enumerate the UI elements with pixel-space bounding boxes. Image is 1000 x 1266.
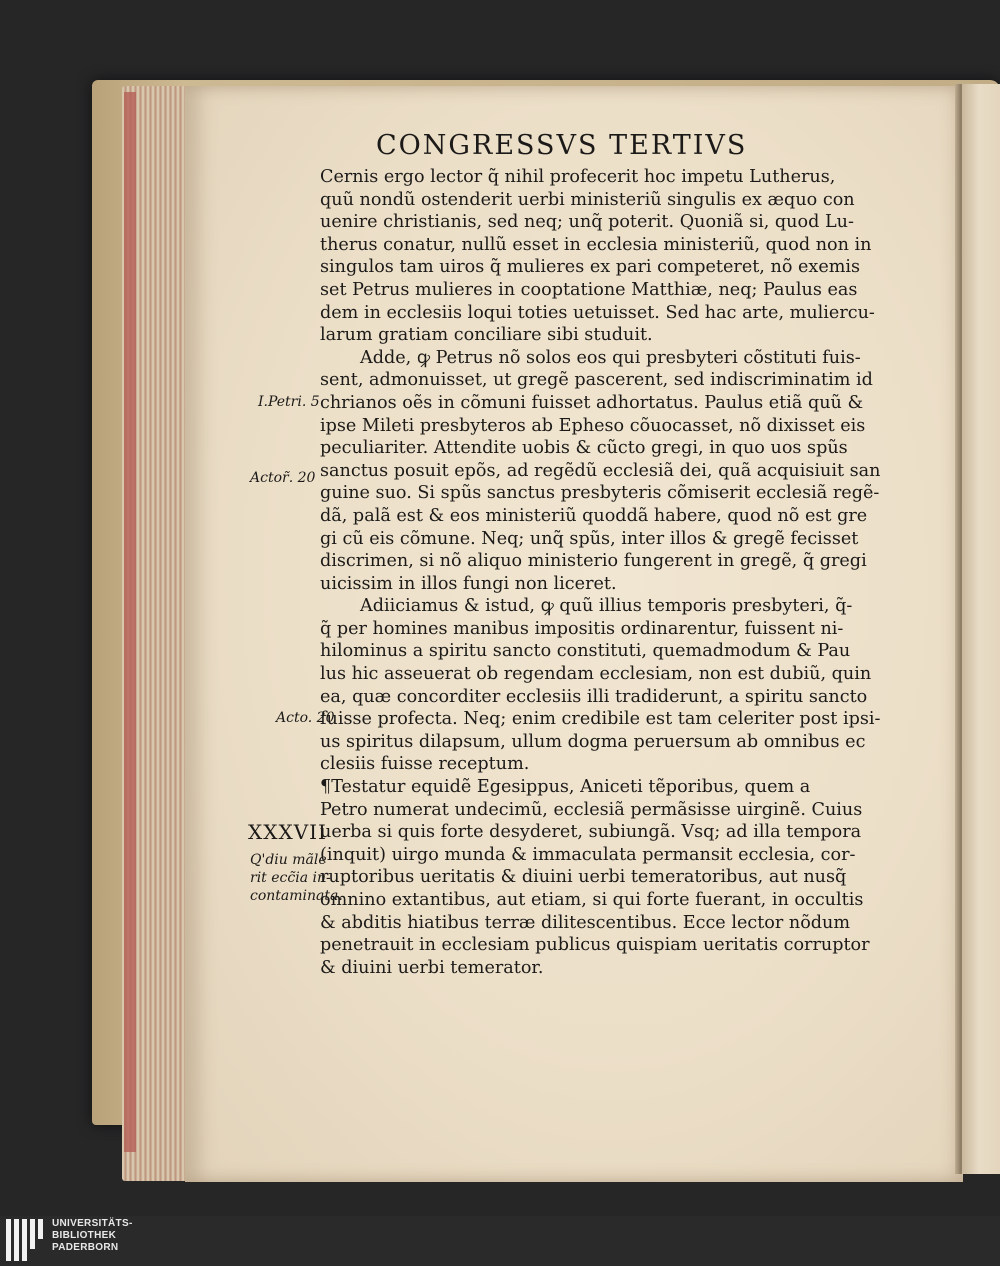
text-line: hilominus a spiritu sancto constituti, quemadmodum & Pau (320, 641, 851, 662)
text-line: set Petrus mulieres in cooptatione Matthiæ, neq; Paulus eas (320, 279, 858, 300)
text-line: uenire christianis, sed neq; unq̃ poterit. Quoniã si, quod Lu- (320, 212, 854, 233)
text-line: & diuini uerbi temerator. (320, 957, 544, 978)
text-line: us spiritus dilapsum, ullum dogma peruersum ab omnibus ec (320, 731, 866, 752)
paragraph-3 (320, 595, 910, 776)
logo-line: PADERBORN (52, 1242, 119, 1253)
text-line: & abditis hiatibus terræ dilitescentibus. Ecce lector nõdum (320, 912, 851, 933)
text-line: sanctus posuit epõs, ad regẽdũ ecclesiã dei, quã acquisiuit san (320, 460, 881, 481)
margin-note-acto: Acto. 20 (276, 710, 335, 726)
margin-note-petri: I.Petri. 5 (258, 394, 320, 410)
footer-bar (0, 1216, 1000, 1266)
text-line: uicissim in illos fungi non liceret. (320, 573, 617, 594)
paragraph-2 (320, 347, 910, 596)
text-line: dã, palã est & eos ministeriũ quoddã habere, quod nõ est gre (320, 505, 868, 526)
paragraph-1 (320, 166, 910, 347)
text-line: lus hic asseuerat ob regendam ecclesiam, non est dubiũ, quin (320, 664, 872, 685)
body-text (320, 166, 910, 979)
text-line: gi cũ eis cõmune. Neq; unq̃ spũs, inter illos & gregẽ fecisset (320, 528, 859, 549)
text-line: Cernis ergo lector q̃ nihil profecerit hoc impetu Lutherus, (320, 167, 836, 187)
section-number: XXXVII (248, 820, 327, 844)
text-line: omnino extantibus, aut etiam, si qui forte fuerant, in occultis (320, 890, 864, 910)
text-line: Adde, ꝙ Petrus nõ solos eos qui presbyteri cõstituti fuis- (360, 347, 861, 368)
text-line: therus conatur, nullũ esset in ecclesia ministeriũ, quod non in (320, 234, 872, 255)
margin-note-actorum: Actor̃. 20 (250, 470, 316, 486)
text-line: guine suo. Si spũs sanctus presbyteris cõmiserit ecclesiã regẽ- (320, 483, 880, 504)
text-line: peculiariter. Attendite uobis & cũcto gregi, in quo uos spũs (320, 438, 848, 459)
library-logo-icon (6, 1219, 46, 1261)
text-line: Petro numerat undecimũ, ecclesiã permãsisse uirginẽ. Cuius (320, 799, 863, 820)
text-line: clesiis fuisse receptum. (320, 754, 530, 775)
paragraph-4 (320, 776, 910, 979)
text-line: ruptoribus ueritatis & diuini uerbi temeratoribus, aut nusq̃ (320, 867, 847, 888)
text-line: singulos tam uiros q̃ mulieres ex pari competeret, nõ exemis (320, 257, 861, 278)
text-line: Adiiciamus & istud, ꝙ quũ illius temporis presbyteri, q̃- (360, 596, 853, 617)
margin-note-line-3: contaminata. (250, 888, 343, 904)
text-line: sent, admonuisset, ut gregẽ pascerent, sed indiscriminatim id (320, 370, 873, 391)
library-logo-text (52, 1218, 133, 1254)
text-line: dem in ecclesiis loqui toties uetuisset. Sed hac arte, muliercu- (320, 302, 875, 323)
text-line: quũ nondũ ostenderit uerbi ministeriũ singulis ex æquo con (320, 189, 855, 210)
text-line: chrianos oẽs in cõmuni fuisset adhortatus. Paulus etiã quũ & (320, 392, 864, 413)
logo-line: BIBLIOTHEK (52, 1230, 117, 1241)
text-line: ea, quæ concorditer ecclesiis illi tradiderunt, a spiritu sancto (320, 686, 868, 707)
page-heading: CONGRESSVS TERTIVS (376, 130, 748, 161)
text-line: penetrauit in ecclesiam publicus quispiam ueritatis corruptor (320, 935, 870, 956)
red-page-edge (124, 92, 136, 1152)
margin-note-line-2: rit ecc̃ia in- (250, 870, 331, 886)
text-line: (inquit) uirgo munda & immaculata permansit ecclesia, cor- (320, 844, 856, 865)
text-line: larum gratiam conciliare sibi studuit. (320, 325, 653, 346)
text-line: ipse Mileti presbyteros ab Epheso cõuocasset, nõ dixisset eis (320, 415, 866, 436)
logo-line: UNIVERSITÄTS- (52, 1218, 133, 1229)
text-line: fuisse profecta. Neq; enim credibile est tam celeriter post ipsi- (320, 709, 881, 730)
text-line: q̃ per homines manibus impositis ordinarentur, fuissent ni- (320, 618, 844, 639)
margin-note-line-1: Q'diu mãle (250, 852, 327, 868)
text-line: uerba si quis forte desyderet, subiungã. Vsq; ad illa tempora (320, 822, 862, 843)
text-line: ¶Testatur equidẽ Egesippus, Aniceti tẽporibus, quem a (320, 777, 811, 798)
right-page-sliver (962, 84, 1000, 1174)
text-line: discrimen, si nõ aliquo ministerio fungerent in gregẽ, q̃ gregi (320, 551, 867, 572)
